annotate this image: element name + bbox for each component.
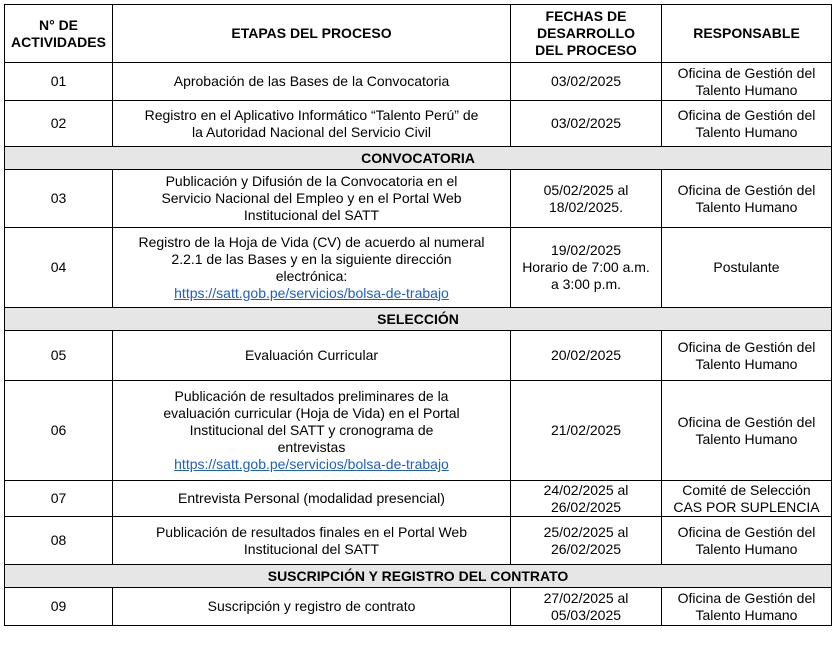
dates-cell-line: 05/02/2025 al	[543, 181, 629, 198]
responsible-cell-line: Talento Humano	[695, 355, 798, 372]
stage-cell-line: Registro en el Aplicativo Informático “Talento Perú” de	[144, 106, 479, 123]
stage-cell-line: Servicio Nacional del Empleo y en el Portal Web	[161, 190, 462, 206]
dates-cell-line: 25/02/2025 al	[543, 523, 629, 540]
table-row	[5, 331, 832, 381]
responsible-cell-line: Comité de Selección	[682, 481, 811, 498]
dates-cell	[511, 228, 662, 308]
responsible-cell-line: Talento Humano	[695, 606, 798, 623]
dates-cell-line: 18/02/2025.	[549, 198, 623, 215]
responsible-cell-line: Talento Humano	[695, 81, 798, 98]
dates-cell-line: 26/02/2025	[550, 540, 622, 557]
header-num: N° DE ACTIVIDADES	[5, 5, 113, 63]
dates-cell-line: 03/02/2025	[550, 73, 622, 89]
table-row	[5, 588, 832, 626]
responsible-cell	[662, 228, 832, 308]
responsible-cell	[662, 481, 832, 517]
dates-cell-line: 26/02/2025	[550, 498, 622, 515]
stage-cell-line: 2.2.1 de las Bases y en la siguiente dirección	[171, 250, 452, 267]
stage-cell-line: Publicación de resultados finales en el Portal Web	[155, 523, 468, 540]
table-row	[5, 517, 832, 565]
activity-number: 06	[5, 381, 113, 481]
stage-cell-line: Institucional del SATT	[243, 207, 380, 223]
dates-cell	[511, 481, 662, 517]
responsible-cell-line: Talento Humano	[695, 198, 798, 215]
responsible-cell-line: Postulante	[713, 259, 780, 275]
header-stage: ETAPAS DEL PROCESO	[113, 5, 511, 63]
dates-cell-line: 19/02/2025	[550, 242, 622, 258]
dates-cell	[511, 588, 662, 626]
dates-cell-line: a 3:00 p.m.	[550, 276, 622, 292]
stage-cell-line: electrónica:	[275, 267, 348, 284]
activity-number: 05	[5, 331, 113, 381]
activity-number: 09	[5, 588, 113, 626]
stage-cell-line: Suscripción y registro de contrato	[207, 598, 416, 614]
table-row	[5, 170, 832, 228]
header-dates: FECHAS DE DESARROLLO DEL PROCESO	[511, 5, 662, 63]
responsible-cell-line: Talento Humano	[695, 123, 798, 140]
stage-cell-line: la Autoridad Nacional del Servicio Civil	[192, 123, 431, 140]
stage-cell	[113, 588, 511, 626]
activity-number: 08	[5, 517, 113, 565]
header-responsible: RESPONSABLE	[662, 5, 832, 63]
activity-number: 02	[5, 101, 113, 147]
header-row	[5, 5, 832, 63]
schedule-table	[4, 4, 832, 626]
responsible-cell-line: Oficina de Gestión del	[677, 181, 816, 198]
responsible-cell	[662, 588, 832, 626]
dates-cell	[511, 331, 662, 381]
stage-cell	[113, 63, 511, 101]
stage-cell-line: evaluación curricular (Hoja de Vida) en el Portal	[163, 405, 460, 421]
stage-cell-line: Institucional del SATT	[243, 540, 380, 557]
stage-cell-line: Publicación y Difusión de la Convocatoria en el	[165, 173, 458, 189]
dates-cell	[511, 170, 662, 228]
dates-cell-line: Horario de 7:00 a.m.	[522, 259, 650, 275]
dates-cell	[511, 101, 662, 147]
dates-cell-line: 05/03/2025	[550, 606, 622, 623]
dates-cell-line: 20/02/2025	[550, 347, 622, 363]
responsible-cell-line: Oficina de Gestión del	[677, 338, 816, 355]
responsible-cell-line: Oficina de Gestión del	[677, 64, 816, 81]
section-title: CONVOCATORIA	[5, 147, 832, 170]
activity-number: 07	[5, 481, 113, 517]
stage-cell-line: Entrevista Personal (modalidad presencial)	[178, 490, 445, 506]
activity-number: 03	[5, 170, 113, 228]
stage-cell	[113, 481, 511, 517]
responsible-cell-line: Oficina de Gestión del	[677, 523, 816, 540]
section-title: SELECCIÓN	[5, 308, 832, 331]
stage-cell	[113, 517, 511, 565]
stage-cell-line: Aprobación de las Bases de la Convocatoria	[173, 73, 450, 89]
activity-number: 04	[5, 228, 113, 308]
stage-cell-line: Publicación de resultados preliminares de la	[174, 388, 449, 404]
dates-cell	[511, 517, 662, 565]
responsible-cell	[662, 101, 832, 147]
responsible-cell-line: Talento Humano	[695, 430, 798, 447]
stage-cell	[113, 381, 511, 481]
responsible-cell	[662, 517, 832, 565]
stage-cell-line: entrevistas	[277, 439, 346, 455]
dates-cell-line: 24/02/2025 al	[543, 481, 629, 498]
responsible-cell	[662, 381, 832, 481]
dates-cell-line: 21/02/2025	[550, 422, 622, 438]
portal-link[interactable]: https://satt.gob.pe/servicios/bolsa-de-trabajo	[174, 284, 449, 301]
table-row	[5, 63, 832, 101]
dates-cell	[511, 63, 662, 101]
responsible-cell	[662, 331, 832, 381]
table-row	[5, 228, 832, 308]
stage-cell	[113, 170, 511, 228]
section-row-suscripcion	[5, 565, 832, 588]
table-row	[5, 381, 832, 481]
section-row-convocatoria	[5, 147, 832, 170]
stage-cell-line: Evaluación Curricular	[244, 347, 379, 363]
dates-cell-line: 27/02/2025 al	[543, 589, 629, 606]
dates-cell-line: 03/02/2025	[550, 115, 622, 131]
responsible-cell-line: Oficina de Gestión del	[677, 589, 816, 606]
stage-cell	[113, 228, 511, 308]
stage-cell-line: Registro de la Hoja de Vida (CV) de acuerdo al numeral	[138, 233, 485, 250]
stage-cell	[113, 101, 511, 147]
table-row	[5, 481, 832, 517]
responsible-cell-line: Talento Humano	[695, 540, 798, 557]
section-row-seleccion	[5, 308, 832, 331]
section-title: SUSCRIPCIÓN Y REGISTRO DEL CONTRATO	[5, 565, 832, 588]
stage-cell	[113, 331, 511, 381]
responsible-cell-line: CAS POR SUPLENCIA	[673, 498, 820, 515]
dates-cell	[511, 381, 662, 481]
activity-number: 01	[5, 63, 113, 101]
responsible-cell	[662, 63, 832, 101]
responsible-cell-line: Oficina de Gestión del	[677, 413, 816, 430]
stage-cell-line: Institucional del SATT y cronograma de	[189, 422, 434, 438]
table-row	[5, 101, 832, 147]
responsible-cell-line: Oficina de Gestión del	[677, 106, 816, 123]
portal-link[interactable]: https://satt.gob.pe/servicios/bolsa-de-trabajo	[174, 456, 449, 472]
responsible-cell	[662, 170, 832, 228]
